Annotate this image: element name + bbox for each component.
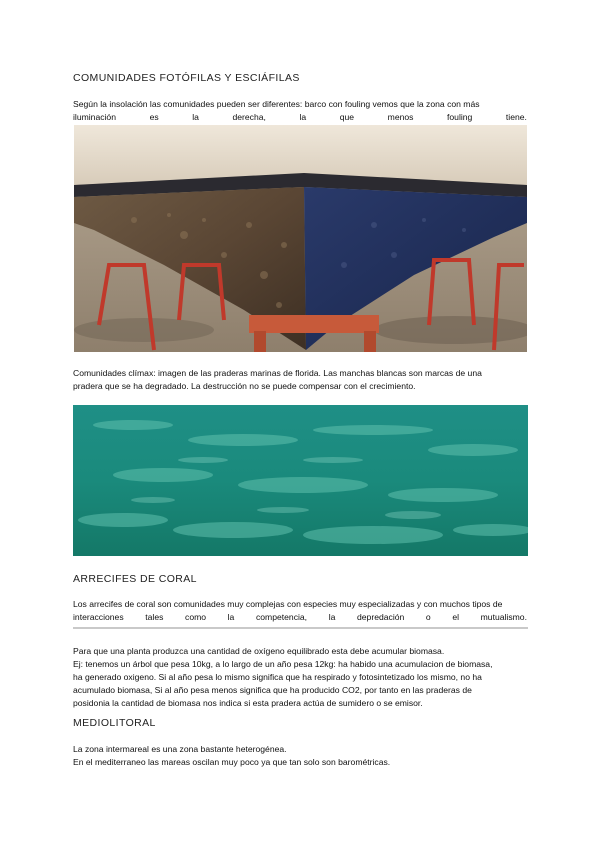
paragraph-justified-line	[73, 611, 527, 624]
word: iluminación	[73, 112, 116, 122]
seagrass-meadow-photo	[73, 405, 528, 556]
word: la	[192, 112, 199, 122]
word: la	[328, 612, 336, 622]
word: fouling	[447, 112, 473, 122]
word: es	[149, 112, 159, 122]
paragraph-line: ha generado oxigeno. Si al año pesa lo mismo significa que ha respirado y fotosintetizado los mismo, no ha	[73, 672, 482, 682]
word: que	[339, 112, 355, 122]
word: menos	[387, 112, 414, 122]
horizontal-divider	[73, 627, 528, 629]
paragraph-biomasa	[73, 645, 527, 710]
paragraph-mediolitoral	[73, 743, 527, 769]
paragraph-insolacion	[73, 98, 527, 124]
paragraph-arrecifes	[73, 598, 527, 624]
word: o	[425, 612, 431, 622]
word: la	[227, 612, 235, 622]
paragraph-line: Comunidades clímax: imagen de las praderas marinas de florida. Las manchas blancas son marcas de una	[73, 368, 482, 378]
word: depredación	[357, 612, 405, 622]
word: el	[452, 612, 460, 622]
paragraph-justified-line	[73, 111, 527, 124]
word: tales	[145, 612, 164, 622]
paragraph-line: La zona intermareal es una zona bastante heterogénea.	[73, 744, 287, 754]
word: mutualismo.	[480, 612, 527, 622]
word: derecha,	[232, 112, 266, 122]
paragraph-line: Para que una planta produzca una cantidad de oxígeno equilibrado esta debe acumular biomasa.	[73, 646, 445, 656]
section-title-comunidades: COMUNIDADES FOTÓFILAS Y ESCIÁFILAS	[73, 72, 300, 84]
paragraph-line: Según la insolación las comunidades pueden ser diferentes: barco con fouling vemos que la zona con más	[73, 99, 480, 109]
word: como	[185, 612, 207, 622]
word: interacciones	[73, 612, 124, 622]
boat-hull-photo	[74, 125, 527, 352]
paragraph-line: posidonia la cantidad de biomasa nos indica si esta pradera actúa de sumidero o se emisor.	[73, 698, 423, 708]
section-title-mediolitoral: MEDIOLITORAL	[73, 717, 156, 729]
paragraph-line: En el mediterraneo las mareas oscilan muy poco ya que tan solo son barométricas.	[73, 757, 391, 767]
word: tiene.	[505, 112, 527, 122]
section-title-arrecifes: ARRECIFES DE CORAL	[73, 573, 197, 585]
paragraph-line: Ej: tenemos un árbol que pesa 10kg, a lo largo de un año pesa 12kg: ha habido una acumulacion de biomasa,	[73, 659, 493, 669]
paragraph-line: acumulado biomasa, Si al año pesa menos significa que ha producido CO2, por tanto en las praderas de	[73, 685, 472, 695]
word: la	[299, 112, 307, 122]
paragraph-line: Los arrecifes de coral son comunidades muy complejas con especies muy especializadas y con muchos tipos de	[73, 599, 503, 609]
paragraph-line: pradera que se ha degradado. La destrucción no se puede compensar con el crecimiento.	[73, 381, 416, 391]
word: competencia,	[255, 612, 308, 622]
paragraph-climax	[73, 367, 527, 393]
